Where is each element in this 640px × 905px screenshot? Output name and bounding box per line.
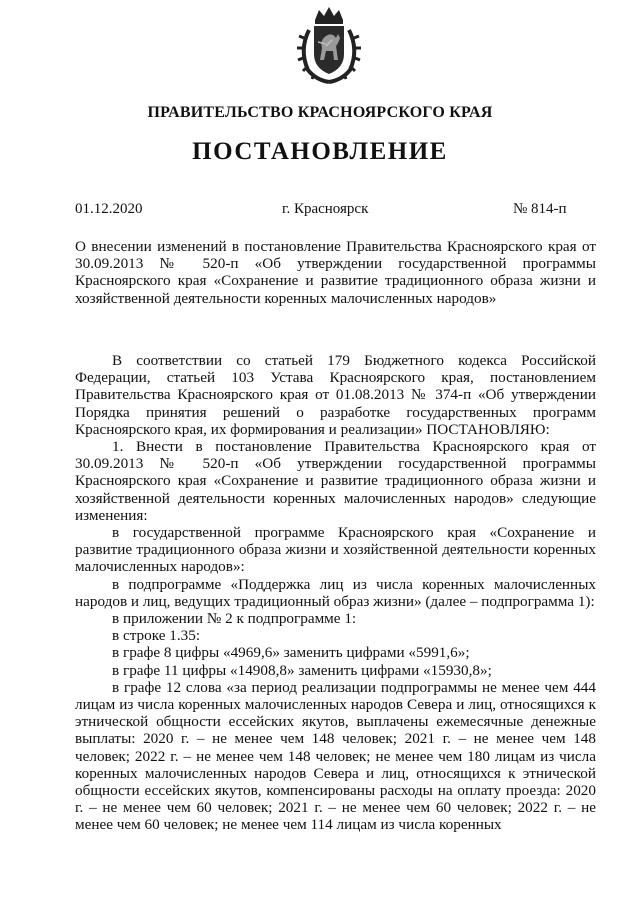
document-body (75, 352, 596, 834)
paragraph-column-11: в графе 11 цифры «14908,8» заменить цифрами «15930,8»; (112, 661, 492, 679)
paragraph-preamble: В соответствии со статьей 179 Бюджетного кодекса Российской Федерации, статьей 103 Устава Красноярского края, постановлением Правительства Красноярского края от 01.08.2013 № 374-п «Об утверждении Порядка принятия решений о разработке государственных программ Красноярского края, их формирования и реализации» ПОСТАНОВЛЯЮ: (75, 352, 596, 438)
krasnoyarsk-krai-coat-of-arms-icon (296, 4, 362, 84)
paragraph-program: в государственной программе Красноярского края «Сохранение и развитие традиционного образа жизни и хозяйственной деятельности коренных малочисленных народов»: (75, 524, 596, 576)
government-heading: ПРАВИТЕЛЬСТВО КРАСНОЯРСКОГО КРАЯ (147, 104, 493, 121)
document-number: № 814-п (513, 201, 567, 217)
paragraph-item-1: 1. Внести в постановление Правительства Красноярского края от 30.09.2013 № 520-п «Об утверждении государственной программы Красноярского края «Сохранение и развитие традиционного образа жизни и хозяйственной деятельности коренных малочисленных народов» следующие изменения: (75, 438, 596, 524)
paragraph-column-8: в графе 8 цифры «4969,6» заменить цифрами «5991,6»; (112, 644, 470, 662)
document-title: ПОСТАНОВЛЕНИЕ (192, 138, 448, 165)
paragraph-row: в строке 1.35: (112, 627, 201, 645)
paragraph-appendix: в приложении № 2 к подпрограмме 1: (112, 610, 357, 628)
document-city: г. Красноярск (282, 201, 369, 217)
document-date: 01.12.2020 (75, 201, 143, 217)
document-subject: О внесении изменений в постановление Правительства Красноярского края от 30.09.2013 № 520-п «Об утверждении государственной программы Красноярского края «Сохранение и развитие традиционного образа жизни и хозяйственной деятельности коренных малочисленных народов» (75, 238, 596, 307)
paragraph-column-12: в графе 12 слова «за период реализации подпрограммы не менее чем 444 лицам из числа коренных малочисленных народов Севера и лиц, относящихся к этнической общности ессейских якутов, выплачены ежемесячные денежные выплаты: 2020 г. – не менее чем 148 человек; 2021 г. – не менее чем 148 человек; 2022 г. – не менее чем 148 человек; не менее чем 180 лицам из числа коренных малочисленных народов Севера и лиц, относящихся к этнической общности ессейских якутов, компенсированы расходы на оплату проезда: 2020 г. – не менее чем 60 человек; 2021 г. – не менее чем 60 человек; 2022 г. – не менее чем 60 человек; не менее чем 114 лицам из числа коренных (75, 678, 596, 834)
paragraph-subprogram: в подпрограмме «Поддержка лиц из числа коренных малочисленных народов и лиц, ведущих традиционный образ жизни» (далее – подпрограмма 1): (75, 575, 596, 610)
